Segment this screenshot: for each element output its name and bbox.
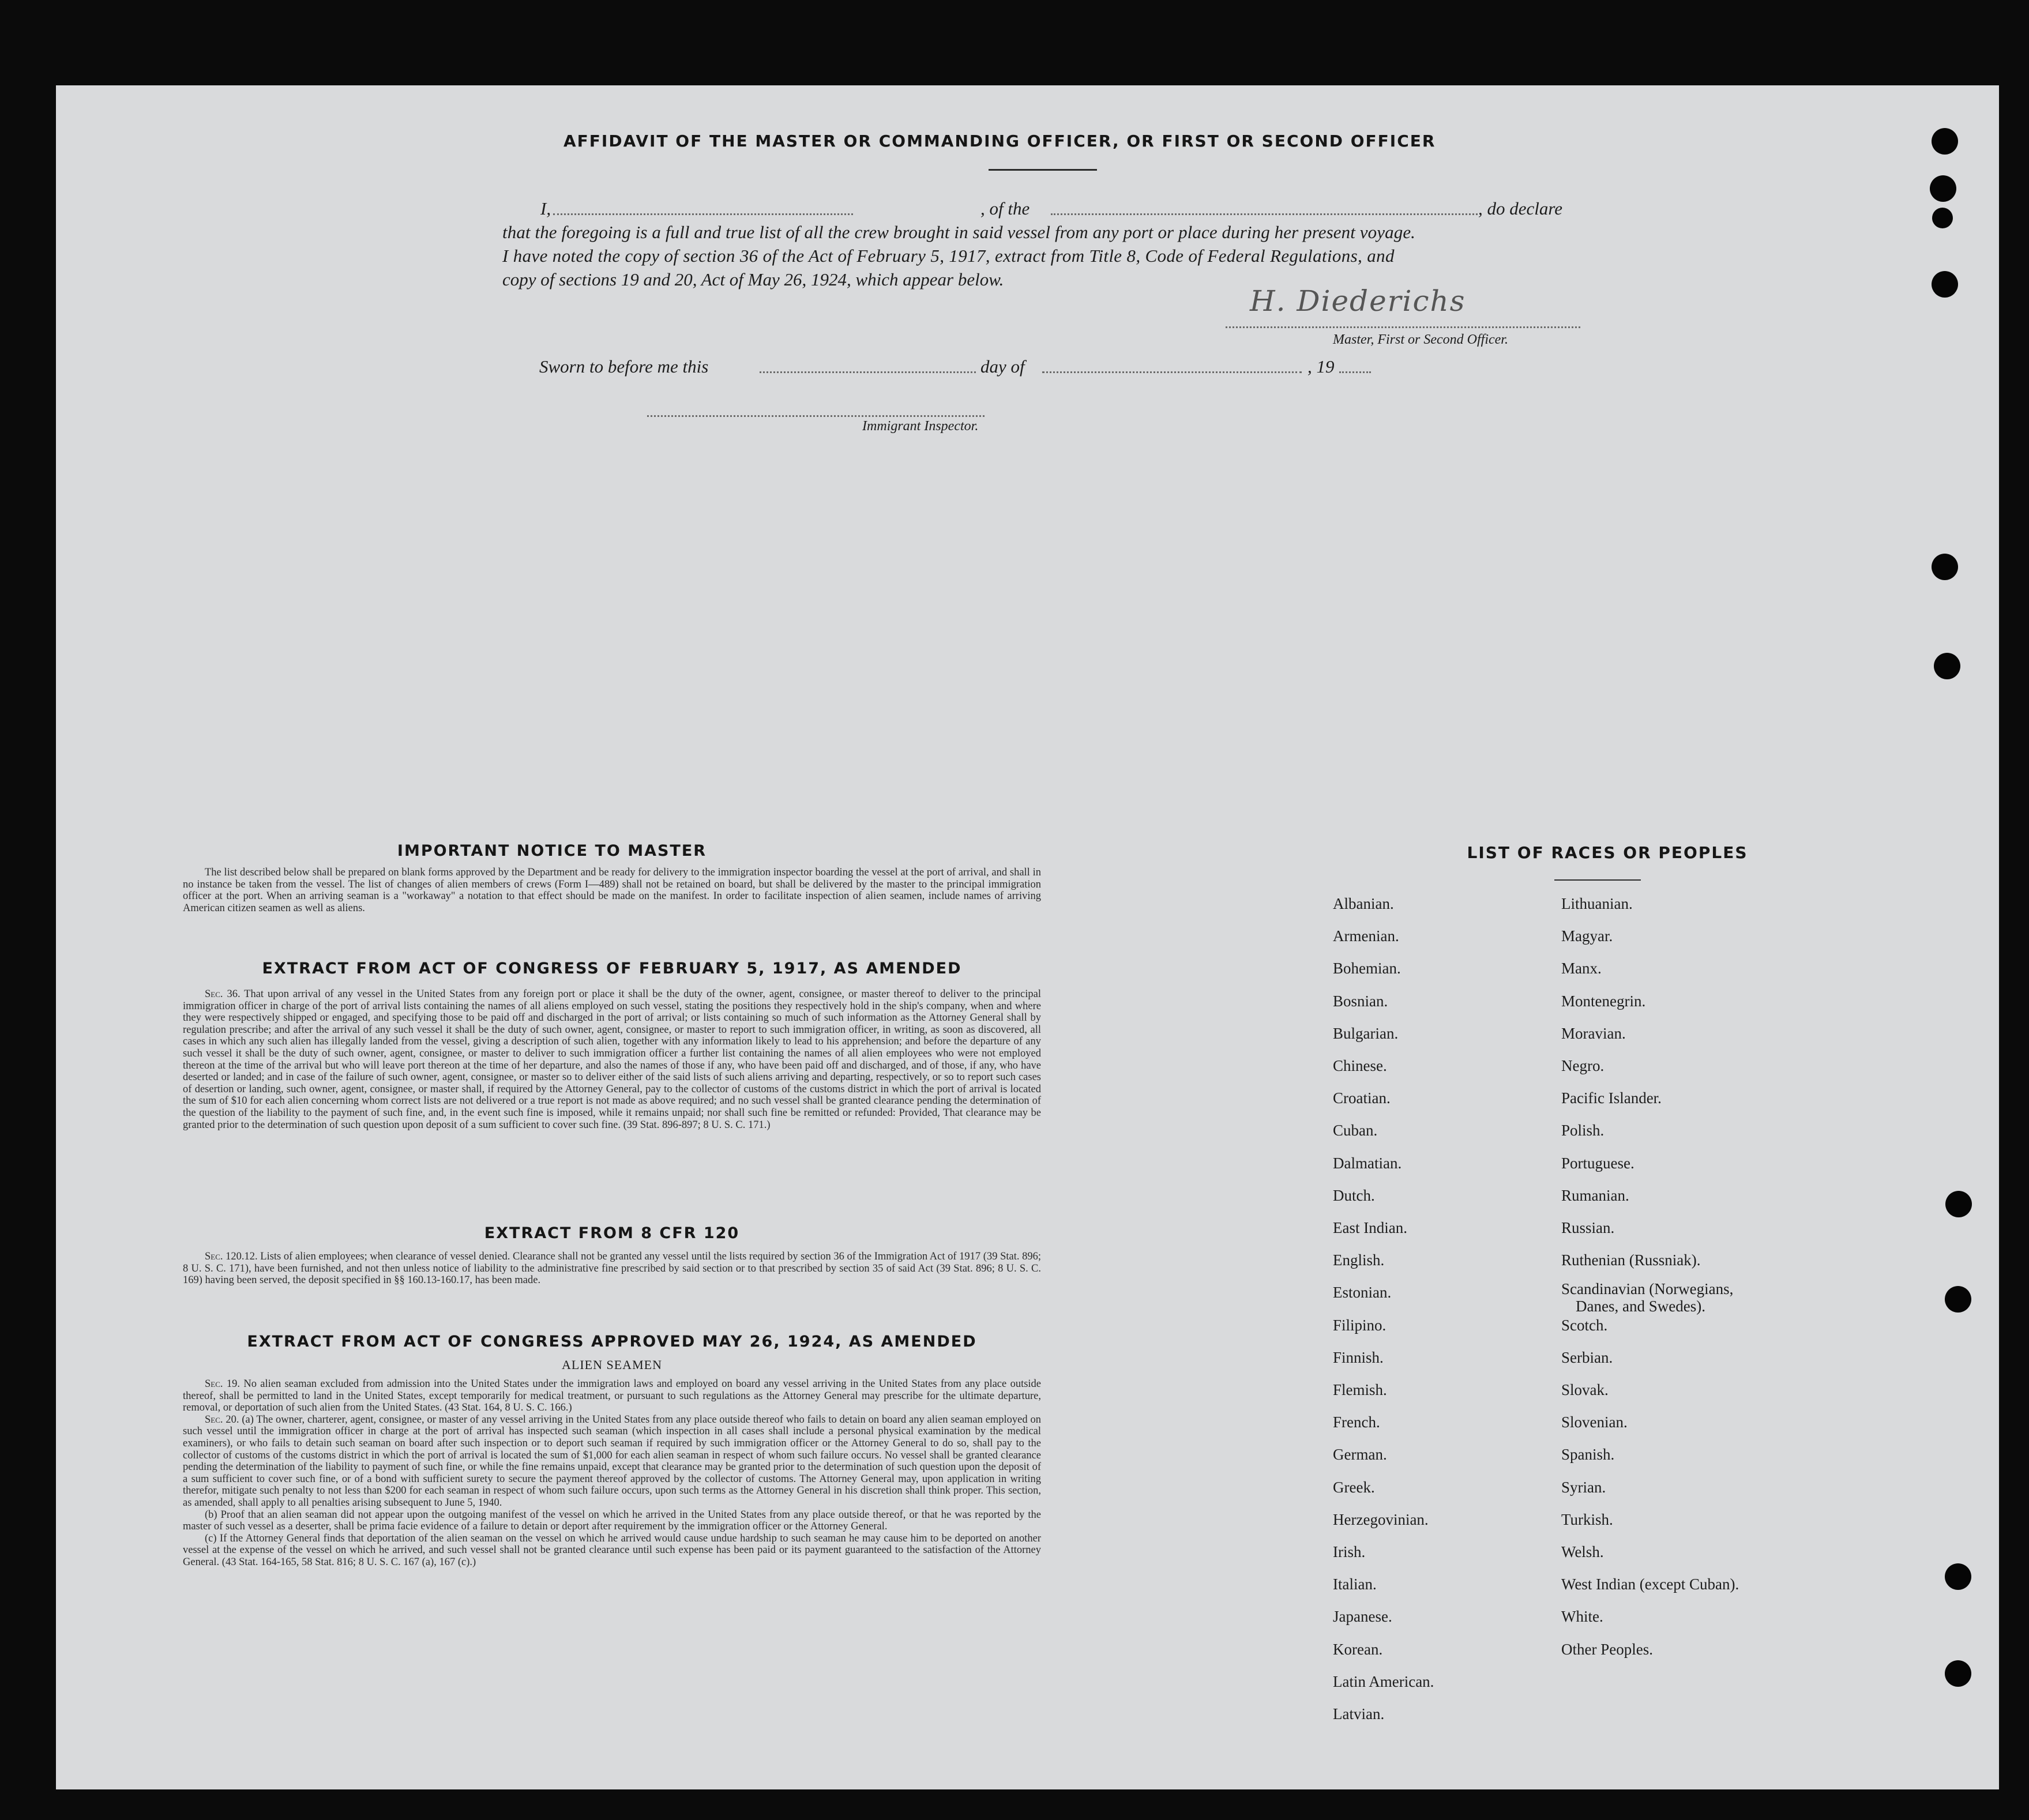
race-item: Serbian. xyxy=(1561,1348,1613,1366)
race-item: English. xyxy=(1333,1251,1385,1269)
extract-1924-title: EXTRACT FROM ACT OF CONGRESS APPROVED MAY 26, 1924, AS AMENDED xyxy=(247,1333,977,1351)
section-19-label: Sec. 19. xyxy=(205,1378,240,1390)
master-signature: H. Diederichs xyxy=(1250,284,1466,318)
race-item: Scandinavian (Norwegians, xyxy=(1561,1280,1734,1298)
section-120-paragraph xyxy=(183,1251,1041,1287)
race-item: Magyar. xyxy=(1561,927,1613,945)
section-36-text: That upon arrival of any vessel in the United States from any foreign port or place it shall be the duty of the owner, agent, consignee, or master thereof to deliver to the principal immigration officer in charge of the port of arrival lists containing the names of all aliens employed on such vessel, stating the positions they respectively hold in the ship's company, when and where they were respectively shipped or engaged, and specifying those to be paid off and discharged in the port of arrival; or lists containing so much of such information as the Attorney General shall by regulation prescribe; and after the arrival of any such vessel it shall be the duty of such owner, agent, consignee, or master to report to such immigration officer, in writing, as soon as discovered, all cases in which any such alien has illegally landed from the vessel, giving a description of such alien, together with any information likely to lead to his apprehension; and before the departure of any such vessel it shall be the duty of such owner, agent, consignee, or master to deliver to such immigration officer a further list containing the names of all alien employees who were not employed thereon at the time of the arrival but who will leave port thereon at the time of her departure, and also the names of those if any, who have been paid off and discharged, and of those, if any, who have deserted or landed; and in case of the failure of such owner, agent, consignee, or master so to deliver either of the said lists of such aliens arriving and departing, respectively, or so to report such cases of desertion or landing, such owner, agent, consignee, or master shall, if required by the Attorney General, pay to the collector of customs of the customs district in which the port of arrival is located the sum of $10 for each alien concerning whom correct lists are not delivered or a true report is not made as above required; and no such vessel shall be granted clearance pending the determination of the question of the liability to the payment of such fine, and, in the event such fine is imposed, while it remains unpaid; nor shall such fine be remitted or refunded: Provided, That clearance may be granted prior to the determination of such question upon deposit of a sum sufficient to cover such fine. (39 Stat. 896-897; 8 U. S. C. 171.) xyxy=(183,988,1042,1131)
race-item: Dutch. xyxy=(1333,1186,1375,1204)
day-of-label: day of xyxy=(980,356,1025,377)
race-item: Russian. xyxy=(1561,1219,1615,1236)
race-item: Herzegovinian. xyxy=(1333,1510,1429,1528)
section-36-paragraph xyxy=(183,988,1041,1131)
alien-seamen-subtitle: ALIEN SEAMEN xyxy=(562,1358,662,1372)
race-item: Scotch. xyxy=(1561,1316,1608,1334)
section-19-paragraph xyxy=(183,1378,1041,1414)
do-declare-label: , do declare xyxy=(1478,198,1563,219)
signature-caption: Master, First or Second Officer. xyxy=(1333,332,1508,347)
race-item: Korean. xyxy=(1333,1640,1383,1658)
document-page xyxy=(56,85,1999,1789)
race-item: Irish. xyxy=(1333,1543,1366,1560)
race-item: Ruthenian (Russniak). xyxy=(1561,1251,1701,1269)
section-20-label: Sec. 20. xyxy=(205,1413,239,1426)
race-item: White. xyxy=(1561,1608,1603,1626)
race-item: Montenegrin. xyxy=(1561,992,1646,1010)
race-item: Manx. xyxy=(1561,960,1602,977)
race-item: Bulgarian. xyxy=(1333,1024,1399,1042)
punch-hole xyxy=(1945,1191,1972,1217)
race-item: Spanish. xyxy=(1561,1446,1615,1464)
race-item: French. xyxy=(1333,1413,1380,1431)
race-item: Danes, and Swedes). xyxy=(1576,1298,1705,1315)
race-item: Bosnian. xyxy=(1333,992,1388,1010)
section-20c-paragraph: (c) If the Attorney General finds that deportation of the alien seaman on the vessel on which he arrived would cause undue hardship to such seaman he may cause him to be deported on another vessel at the expense of the vessel on which he arrived, and such vessel shall not be granted clearance until such expense has been paid or its payment guaranteed to the satisfaction of the Attorney General. (43 Stat. 164-165, 58 Stat. 816; 8 U. S. C. 167 (a), 167 (c).) xyxy=(183,1532,1041,1568)
year-blank xyxy=(1339,371,1371,373)
section-36-label: Sec. 36. xyxy=(205,988,241,1000)
race-item: Turkish. xyxy=(1561,1510,1613,1528)
race-item: Welsh. xyxy=(1561,1543,1604,1560)
race-item: Syrian. xyxy=(1561,1478,1606,1496)
race-item: Flemish. xyxy=(1333,1381,1387,1398)
section-19-text: No alien seaman excluded from admission into the United States under the immigration laws and employed on board any vessel arriving in the United States from any place outside thereof, shall be permitted to land in the United States, except temporarily for medical treatment, or pursuant to such regulations as the Attorney General may prescribe for the ultimate departure, removal, or deportation of such alien from the United States. (43 Stat. 164, 8 U. S. C. 166.) xyxy=(183,1378,1042,1414)
name-blank xyxy=(553,213,853,215)
day-blank xyxy=(760,371,976,373)
race-item: Greek. xyxy=(1333,1478,1375,1496)
signature-line xyxy=(1226,326,1580,328)
race-item: Chinese. xyxy=(1333,1057,1387,1074)
notice-text xyxy=(183,867,1041,914)
year-label: , 19 xyxy=(1307,356,1335,377)
races-title-underline xyxy=(1554,879,1641,881)
declaration-line-1: that the foregoing is a full and true list of all the crew brought in said vessel from any port or place during her present voyage. xyxy=(502,222,1416,242)
race-item: Polish. xyxy=(1561,1122,1605,1140)
inspector-signature-line xyxy=(647,415,985,417)
i-label: I, xyxy=(540,198,551,219)
race-item: Armenian. xyxy=(1333,927,1399,945)
race-item: Cuban. xyxy=(1333,1122,1378,1140)
race-item: Dalmatian. xyxy=(1333,1154,1402,1172)
race-item: Italian. xyxy=(1333,1575,1377,1593)
section-120-text: Lists of alien employees; when clearance of vessel denied. Clearance shall not be granted any vessel until the lists required by section 36 of the Immigration Act of 1917 (39 Stat. 896; 8 U. S. C. 171), have been furnished, and not then unless notice of liability to the administrative fine prescribed by said section or to that prescribed by section 35 of said Act (39 Stat. 896; 8 U. S. C. 169) having been served, the deposit specified in §§ 160.13-160.17, has been made. xyxy=(183,1251,1042,1287)
extract-1917-text xyxy=(183,988,1041,1131)
race-item: Lithuanian. xyxy=(1561,895,1633,912)
race-item: Other Peoples. xyxy=(1561,1640,1653,1658)
notice-title: IMPORTANT NOTICE TO MASTER xyxy=(397,842,707,860)
race-item: Japanese. xyxy=(1333,1608,1392,1626)
punch-hole xyxy=(1945,1660,1971,1687)
punch-hole xyxy=(1932,128,1958,155)
race-item: East Indian. xyxy=(1333,1219,1407,1236)
race-item: Albanian. xyxy=(1333,895,1394,912)
section-20-text: (a) The owner, charterer, agent, consignee, or master of any vessel arriving in the United States from any place outside thereof who fails to detain on board any alien seaman employed on such vessel until the immigration officer in charge at the port of arrival has inspected such seaman (which inspection in all cases shall include a personal physical examination by the medical examiners), or who fails to detain such seaman on board after such inspection or to deport such seaman if required by such immigration officer or the Attorney General to do so, shall pay to the collector of customs of the customs district in which the port of arrival is located the sum of $1,000 for each alien seaman in respect of whom such failure occurs. No vessel shall be granted clearance pending the determination of the liability to payment of such fine, or while the fine remains unpaid, except that clearance may be granted prior to the determination of such question upon the deposit of a sum sufficient to cover such fine, or of a bond with sufficient surety to secure the payment thereof approved by the collector of customs. The Attorney General may, upon application in writing therefor, mitigate such penalty to not less than $200 for each seaman in respect of whom such failure occurs, upon such terms as the Attorney General in his discretion shall think proper. This section, as amended, shall apply to all penalties arising subsequent to June 5, 1940. xyxy=(183,1413,1042,1509)
race-item: West Indian (except Cuban). xyxy=(1561,1575,1739,1593)
races-title: LIST OF RACES OR PEOPLES xyxy=(1467,843,1748,862)
punch-hole xyxy=(1932,271,1958,298)
section-20-paragraph xyxy=(183,1414,1041,1509)
punch-hole xyxy=(1945,1563,1971,1590)
race-item: Pacific Islander. xyxy=(1561,1089,1662,1107)
race-item: Moravian. xyxy=(1561,1024,1626,1042)
vessel-blank xyxy=(1051,213,1478,215)
punch-hole xyxy=(1934,653,1960,679)
declaration-line-3: copy of sections 19 and 20, Act of May 26, 1924, which appear below. xyxy=(502,269,1004,289)
extract-1924-text xyxy=(183,1378,1041,1569)
cfr-text xyxy=(183,1251,1041,1287)
extract-1917-title: EXTRACT FROM ACT OF CONGRESS OF FEBRUARY 5, 1917, AS AMENDED xyxy=(262,960,962,977)
race-item: Croatian. xyxy=(1333,1089,1391,1107)
race-item: Estonian. xyxy=(1333,1284,1392,1302)
race-item: Negro. xyxy=(1561,1057,1605,1074)
affidavit-title: AFFIDAVIT OF THE MASTER OR COMMANDING OFFICER, OR FIRST OR SECOND OFFICER xyxy=(563,131,1436,151)
race-item: Finnish. xyxy=(1333,1348,1384,1366)
race-item: Latvian. xyxy=(1333,1705,1385,1723)
of-the-label: , of the xyxy=(980,198,1030,219)
race-item: Slovak. xyxy=(1561,1381,1609,1398)
race-item: Portuguese. xyxy=(1561,1154,1635,1172)
race-item: Slovenian. xyxy=(1561,1413,1628,1431)
punch-hole xyxy=(1932,554,1958,580)
section-20b-paragraph: (b) Proof that an alien seaman did not appear upon the outgoing manifest of the vessel on which he arrived in the United States from any place outside thereof, or that he was reported by the master of such vessel as a deserter, shall be prima facie evidence of a failure to detain or deport after requirement by the immigration officer or the Attorney General. xyxy=(183,1509,1041,1533)
month-blank xyxy=(1042,371,1302,373)
sworn-label: Sworn to before me this xyxy=(539,356,709,377)
race-item: Bohemian. xyxy=(1333,960,1401,977)
race-item: German. xyxy=(1333,1446,1387,1464)
race-item: Filipino. xyxy=(1333,1316,1387,1334)
inspector-caption: Immigrant Inspector. xyxy=(862,419,979,434)
title-underline xyxy=(989,169,1097,171)
punch-hole xyxy=(1930,175,1956,202)
section-120-label: Sec. 120.12. xyxy=(205,1251,258,1262)
cfr-title: EXTRACT FROM 8 CFR 120 xyxy=(484,1224,740,1242)
race-item: Rumanian. xyxy=(1561,1186,1629,1204)
declaration-line-2: I have noted the copy of section 36 of the Act of February 5, 1917, extract from Title 8, Code of Federal Regulations, and xyxy=(502,246,1395,266)
punch-hole xyxy=(1932,208,1953,228)
race-item: Latin American. xyxy=(1333,1672,1434,1690)
notice-paragraph: The list described below shall be prepared on blank forms approved by the Department and be ready for delivery to the immigration inspector boarding the vessel at the port of arrival, and shall in no instance be taken from the vessel. The list of changes of alien members of crews (Form I—489) shall not be retained on board, but shall be delivered by the master to the principal immigration officer at the port. When an arriving seaman is a "workaway" a notation to that effect should be made on the manifest. In order to facilitate inspection of alien seamen, include names of arriving American citizen seamen as well as aliens. xyxy=(183,867,1041,914)
punch-hole xyxy=(1945,1286,1971,1313)
